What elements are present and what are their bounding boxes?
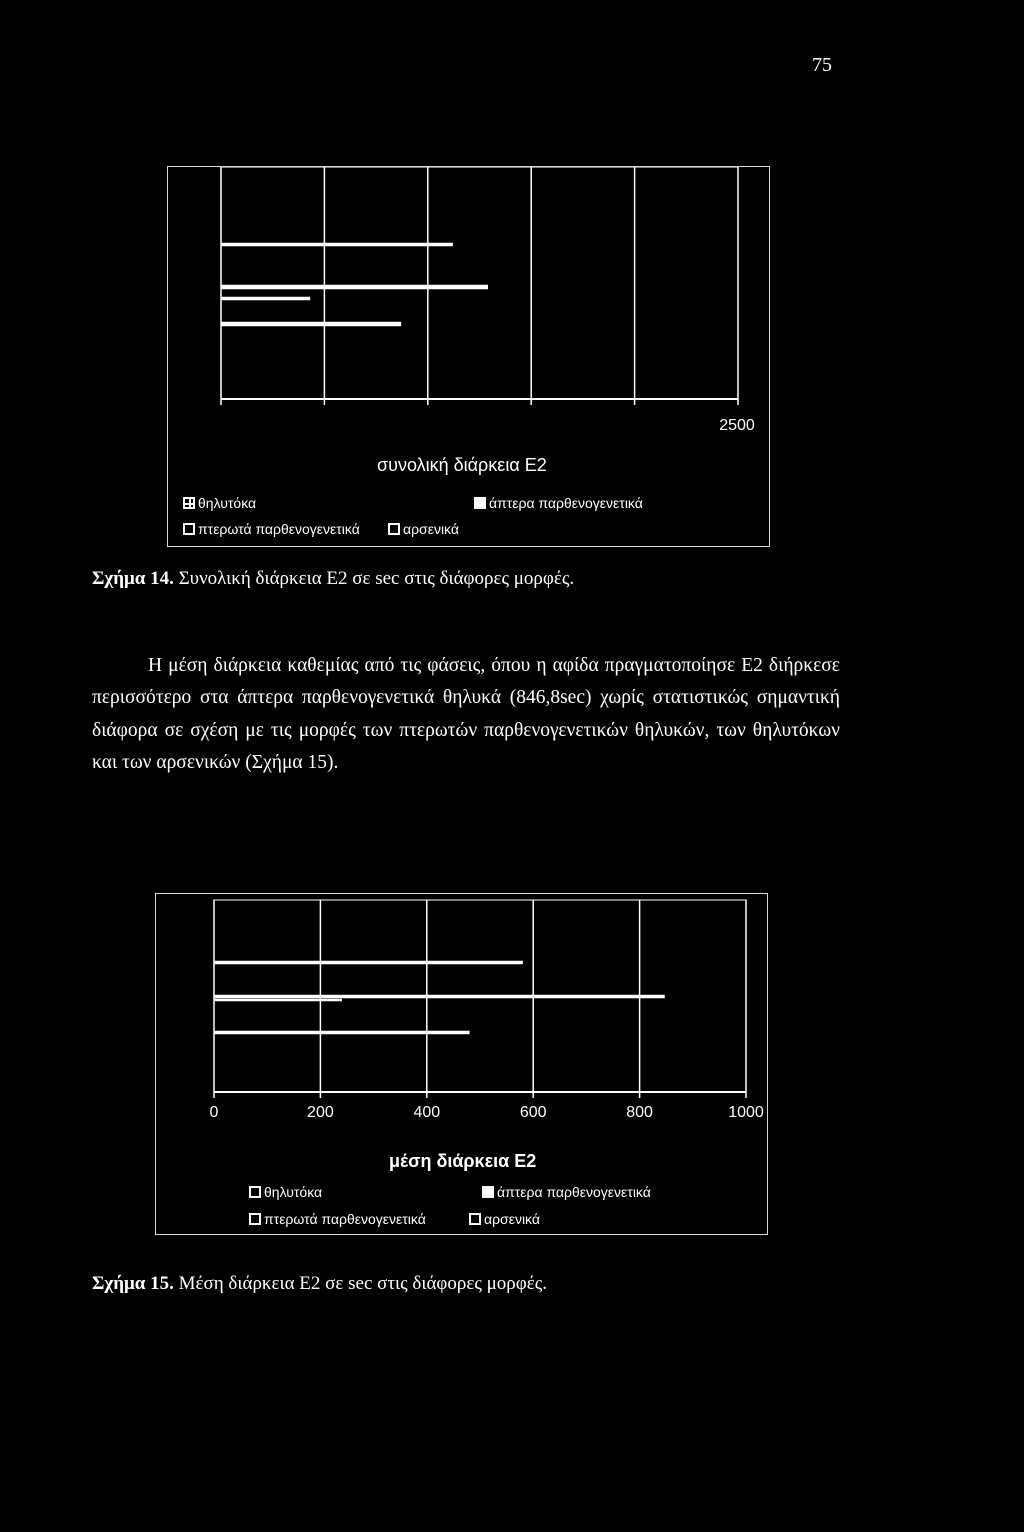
open-swatch-icon xyxy=(469,1213,481,1225)
bar-apteral-parthenogenetic xyxy=(214,995,664,998)
legend-item-males xyxy=(469,1211,540,1227)
x-tick-label-600: 600 xyxy=(519,1104,547,1121)
figure-15-chart xyxy=(155,893,768,1235)
legend-item-males xyxy=(388,521,459,537)
open-swatch-icon xyxy=(249,1186,261,1198)
x-tick-label-1000: 1000 xyxy=(728,1104,764,1121)
figure-15-plot xyxy=(156,894,769,1236)
figure-14-plot xyxy=(168,167,771,548)
caption-label: Σχήμα 14. xyxy=(92,568,174,589)
x-tick-label-2500: 2500 xyxy=(719,417,755,434)
figure-14-chart xyxy=(167,166,770,547)
caption-label: Σχήμα 15. xyxy=(92,1273,174,1294)
x-tick-label-0: 0 xyxy=(209,1104,219,1121)
legend-label: άπτερα παρθενογενετικά xyxy=(497,1184,651,1200)
legend-label: θηλυτόκα xyxy=(264,1184,323,1200)
legend-item-thelytoka xyxy=(183,495,256,511)
plot-area-frame xyxy=(221,167,738,399)
bar-males xyxy=(214,1031,469,1034)
legend-label: αρσενικά xyxy=(403,521,459,537)
x-tick-label-400: 400 xyxy=(413,1104,441,1121)
x-tick-label-200: 200 xyxy=(307,1104,334,1121)
paragraph-text: Η μέση διάρκεια καθεμίας από τις φάσεις, όπου η αφίδα πραγματοποίησε Ε2 διήρκεσε περισσότερο στα άπτερα παρθενογενετικά θηλυκά (846,8sec) χωρίς στατιστικώς σημαντική διάφορα σε σχέση με τις μορφές των πτερωτών παρθενογενετικών θηλυκών, των θηλυτόκων και των αρσενικών (Σχήμα 15). xyxy=(92,655,840,774)
figure-14-caption xyxy=(92,568,574,590)
legend-item-thelytoka xyxy=(249,1184,322,1200)
body-paragraph xyxy=(92,650,840,780)
filled-swatch-icon xyxy=(474,497,486,509)
bar-winged-parthenogenetic xyxy=(221,297,310,300)
legend-label: αρσενικά xyxy=(484,1211,540,1227)
legend-label: άπτερα παρθενογενετικά xyxy=(489,495,643,511)
open-swatch-icon xyxy=(183,523,195,535)
caption-text: Συνολική διάρκεια Ε2 σε sec στις διάφορες μορφές. xyxy=(173,568,575,589)
legend-item-apteral xyxy=(474,495,643,511)
legend-item-winged xyxy=(183,521,360,537)
caption-text: Μέση διάρκεια Ε2 σε sec στις διάφορες μορφές. xyxy=(173,1273,548,1294)
bar-winged-parthenogenetic xyxy=(214,999,342,1001)
legend-item-apteral xyxy=(482,1184,651,1200)
page-number: 75 xyxy=(812,54,832,76)
bar-thelytoka xyxy=(221,243,453,246)
legend-label: πτερωτά παρθενογενετικά xyxy=(264,1211,426,1227)
x-axis-title: μέση διάρκεια Ε2 xyxy=(389,1151,537,1171)
open-swatch-icon xyxy=(249,1213,261,1225)
bar-thelytoka xyxy=(214,961,523,964)
x-axis-title: συνολική διάρκεια Ε2 xyxy=(377,455,547,475)
filled-swatch-icon xyxy=(482,1186,494,1198)
legend-label: πτερωτά παρθενογενετικά xyxy=(198,521,360,537)
legend-item-winged xyxy=(249,1211,426,1227)
legend-label: θηλυτόκα xyxy=(198,495,257,511)
crosshatch-swatch-icon xyxy=(183,497,195,509)
bar-apteral-parthenogenetic xyxy=(221,285,488,289)
x-tick-label-800: 800 xyxy=(626,1104,653,1121)
bar-males xyxy=(221,322,401,326)
figure-15-caption xyxy=(92,1273,547,1295)
open-swatch-icon xyxy=(388,523,400,535)
